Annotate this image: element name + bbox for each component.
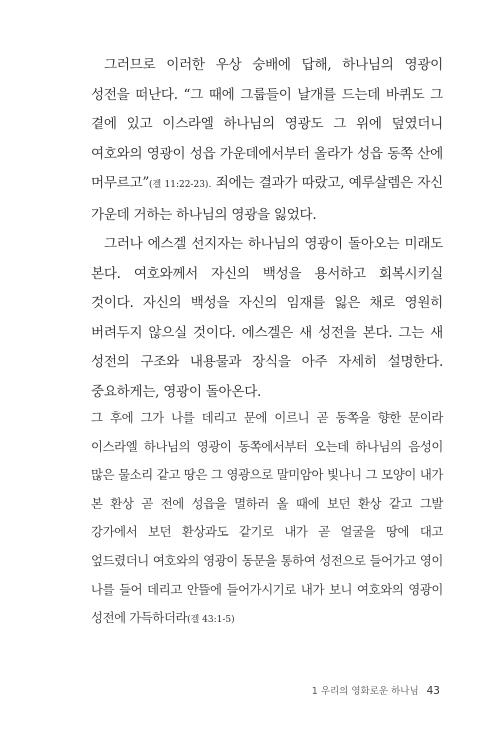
block-quote — [91, 404, 443, 635]
paragraph-1-continuation: 죄에는 결과가 따랐고, 예루살렘은 자신 가운데 거하는 하나님의 영광을 잃었다. — [91, 175, 443, 223]
scripture-reference: (겔 11:22-23). — [148, 180, 212, 190]
running-footer-chapter: 1 우리의 영화로운 하나님 — [311, 686, 419, 697]
page-number: 43 — [426, 685, 440, 697]
body-text — [91, 51, 443, 407]
block-quote-paragraph — [91, 404, 443, 635]
page-footer — [312, 683, 440, 697]
paragraph-2: 그러나 에스겔 선지자는 하나님의 영광이 돌아오는 미래도 본다. 여호와께서 자신의 백성을 용서하고 회복시키실 것이다. 자신의 백성을 자신의 임재를 잃은 채로 영원히 버려두지 않으실 것이다. 에스겔은 새 성전을 본다. 그는 새 성전의 구조와 내용물과 장식을 아주 자세히 설명한다. 중요하게는, 영광이 돌아온다. — [91, 236, 443, 400]
block-quote-text: 그 후에 그가 나를 데리고 문에 이르니 곧 동쪽을 향한 문이라 이스라엘 하나님의 영광이 동쪽에서부터 오는데 하나님의 음성이 많은 물소리 같고 땅은 그 영광으로 말미암아 빛나니 그 모양이 내가 본 환상 곧 전에 성읍을 멸하러 올 때에 보던 환상 같고 그발 강가에서 보던 환상과도 같기로 내가 곧 얼굴을 땅에 대고 엎드렸더니 여호와의 영광이 동문을 통하여 성전으로 들어가고 영이 나를 들어 데리고 안뜰에 들어가시기로 내가 보니 여호와의 영광이 성전에 가득하더라 — [91, 410, 443, 626]
paragraph-1-text: 그러므로 이러한 우상 숭배에 답해, 하나님의 영광이 성전을 떠난다. “그 때에 그룹들이 날개를 드는데 바퀴도 그 곁에 있고 이스라엘 하나님의 영광도 그 위에 덮였더니 여호와의 영광이 성읍 가운데에서부터 올라가 성읍 동쪽 산에 머무르고” — [91, 57, 443, 191]
paragraph-1 — [91, 51, 443, 230]
block-quote-reference: (겔 43:1-5) — [187, 615, 235, 626]
